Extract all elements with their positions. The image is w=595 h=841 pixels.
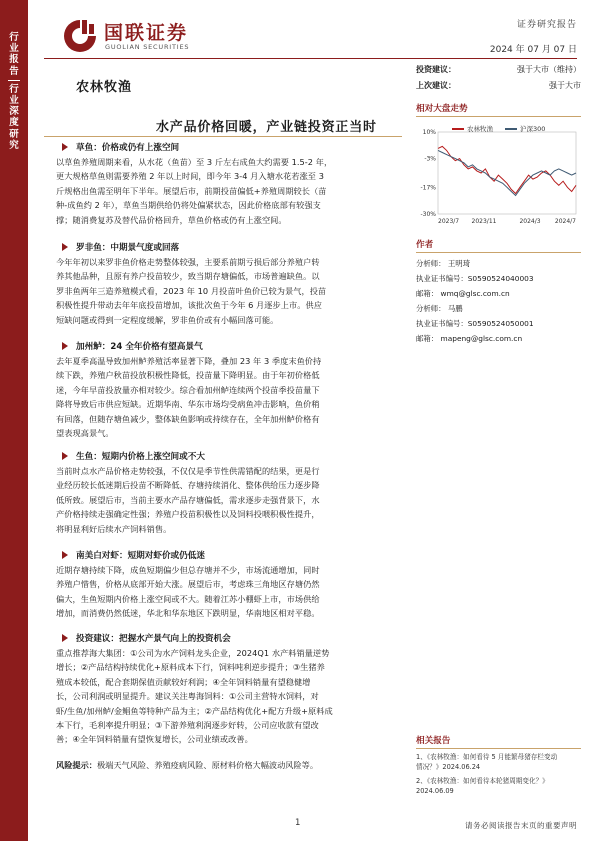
paragraph-line: 罗非鱼两年三造养殖模式看，2023 年 10 月投苗叶鱼价已较为景气，投苗 [56, 285, 327, 296]
paragraph-line: 迷，今年早苗投放量亦相对较少。综合看加州鲈连续两个投苗季投苗量下 [56, 384, 320, 395]
section-heading [56, 240, 179, 254]
chart-svg [416, 120, 581, 228]
side-category-label [4, 32, 24, 151]
relative-performance-chart [416, 120, 581, 228]
section-heading [56, 140, 179, 154]
section-heading-text: 罗非鱼：中期景气度或回落 [76, 243, 180, 253]
page-number: 1 [295, 818, 301, 828]
report-title: 水产品价格回暖，产业链投资正当时 [156, 120, 377, 135]
y-tick-label: -17% [420, 184, 436, 192]
risk-warning [56, 758, 318, 772]
author-divider [416, 252, 581, 253]
section-heading [56, 548, 205, 562]
section-heading-text: 投资建议：把握水产景气向上的投资机会 [76, 634, 231, 644]
paragraph-line: 当前时点水产品价格走势较强，不仅仅是季节性供需错配的结果，更是行 [56, 466, 320, 476]
paragraph-line: 积极性提升带动去年年底投苗增加，该批次鱼于今年 6 月逐步上市。供应 [56, 300, 322, 311]
chart-title: 相对大盘走势 [416, 104, 468, 114]
section-heading-text: 加州鲈：24 全年价格有望高景气 [76, 342, 203, 352]
related-report-line: 2、《农林牧渔：如何看待本轮猪周期变化？》 [416, 777, 549, 785]
previous-rating [416, 80, 581, 91]
x-tick-label: 2023/11 [471, 218, 497, 225]
rating-value: 强于大市（维持） [517, 65, 581, 74]
x-tick-label: 2023/7 [438, 218, 460, 225]
paragraph-line: 业经历较长低迷期后投苗不断降低、存塘持续消化、整体供给压力逐步降 [56, 480, 320, 491]
analyst-email[interactable]: 邮箱： wmq@glsc.com.cn [416, 289, 510, 298]
paragraph-line: 低所致。展望后市，当前主要水产品存塘偏低，需求逐步走强背景下，水 [56, 494, 320, 505]
section-heading-text: 南美白对虾：短期对虾价或仍低迷 [76, 551, 205, 561]
analyst-name: 分析师： 马鹏 [416, 304, 463, 313]
side-char: 业 [9, 95, 19, 107]
side-char: 度 [9, 117, 19, 129]
legend-label: 沪深300 [520, 125, 546, 133]
chart-title-divider [416, 116, 581, 117]
side-char: 报 [9, 54, 19, 66]
paragraph-line: 养殖户惜售，价格从底部开始大涨。展望后市，考虑珠三角地区存塘仍然 [56, 579, 320, 590]
logo-name-en: GUOLIAN SECURITIES [105, 43, 190, 51]
section-heading-text: 生鱼：短期内价格上涨空间或不大 [76, 452, 205, 462]
paragraph-line: 产价格持续走强确定性强；养殖户投苗积极性以及饲料投喂积极性提升， [56, 509, 320, 520]
header-divider [44, 58, 577, 59]
logo-name-cn: 国联证券 [104, 22, 189, 44]
paragraph-line: 短缺问题或得到一定程度缓解，罗非鱼价或有小幅回落可能。 [56, 314, 279, 325]
paragraph-line: 增加，而消费仍然低迷，华北和华东地区下跌明显，华南地区相对平稳。 [56, 608, 320, 619]
rating-value: 强于大市 [549, 81, 581, 90]
legend-item [452, 124, 493, 133]
paragraph-line: 将明显利好后续水产饲料销售。 [56, 523, 172, 534]
paragraph-line: 望表现高景气。 [56, 428, 114, 439]
section-heading-text: 草鱼：价格或仍有上涨空间 [76, 143, 180, 153]
section-paragraph [56, 255, 396, 327]
side-divider [8, 80, 20, 81]
y-tick-label: 10% [422, 129, 436, 136]
report-date: 2024 年 07 月 07 日 [489, 45, 577, 55]
side-char: 深 [9, 106, 19, 118]
paragraph-line: 本下行，毛利率提升明显；③下游养殖利润逐步好转，公司应收款有望改 [56, 720, 319, 731]
related-report-line: 情况？》2024.06.24 [416, 763, 481, 772]
related-report-link[interactable] [416, 752, 581, 772]
analyst-certificate: 执业证书编号：S0590524040003 [416, 274, 534, 283]
paragraph-line: 撑；随消费复苏及替代品价格回升，草鱼价格或仍有上涨空间。 [56, 214, 287, 225]
side-char: 业 [9, 43, 19, 55]
y-tick-label: -30% [420, 211, 436, 218]
legend-swatch [505, 128, 517, 130]
side-char: 研 [9, 128, 19, 140]
paragraph-line: 种-成鱼约 2 年），草鱼当期供给仍将处偏紧状态，因此价格底部有较强支 [56, 200, 321, 211]
section-paragraph [56, 155, 396, 227]
analyst-name: 分析师： 王明琦 [416, 259, 471, 268]
section-paragraph [56, 354, 396, 440]
plot-frame [438, 132, 576, 214]
section-arrow-icon [62, 243, 68, 251]
paragraph-line: 去年夏季高温导致加州鲈养殖活率显著下降，叠加 23 年 3 季度末鱼价持 [56, 356, 322, 366]
paragraph-line: 更大规格草鱼则需要养殖 2 年以上时间，即今年 3-4 月入塘水花若涨至 3 [56, 171, 324, 182]
section-arrow-icon [62, 143, 68, 151]
section-arrow-icon [62, 634, 68, 642]
analyst-certificate: 执业证书编号：S0590524050001 [416, 319, 534, 328]
industry-name: 农林牧渔 [76, 80, 133, 95]
paragraph-line: 斤规格出鱼需至明年下半年。展望后市，前期投苗偏低+养殖周期较长（苗 [56, 185, 327, 196]
side-category-band [0, 0, 28, 841]
paragraph-line: 今年年初以来罗非鱼价格走势整体较强，主要系前期亏损后部分养殖户转 [56, 257, 320, 267]
related-reports-title: 相关报告 [416, 736, 451, 746]
investment-rating [416, 64, 581, 75]
paragraph-line: 增长；②产品结构持续优化+原料成本下行，饲料吨利逆步提升；③生猪养 [56, 662, 325, 673]
related-report-line: 1、《农林牧渔：如何看待 5 月能繁母猪存栏变动 [416, 753, 558, 761]
paragraph-line: 虾/生鱼/加州鲈/金鲳鱼等特种产品为主；②产品结构优化+配方升级+原料成 [56, 705, 333, 716]
section-paragraph [56, 563, 396, 621]
title-divider [44, 136, 402, 137]
side-char: 行 [9, 32, 19, 43]
paragraph-line: 长，公司利润或明显提升。建议关注粤海饲料：①公司主营特水饲料，对 [56, 691, 319, 702]
paragraph-line: 有回落，但随存塘鱼减少，整体缺鱼影响或持续存在，全年加州鲈价格有 [56, 413, 320, 424]
legend-swatch [452, 128, 464, 130]
section-paragraph [56, 646, 396, 747]
paragraph-line: 降将导致后市供应短缺。近期华南、华东市场均受病鱼冲击影响，鱼价稍 [56, 399, 320, 410]
legend-label: 农林牧渔 [467, 125, 493, 133]
paragraph-line: 善；④全年饲料销量有望恢复增长，公司业绩或改善。 [56, 734, 253, 745]
related-divider [416, 748, 581, 749]
section-paragraph [56, 464, 396, 536]
related-report-link[interactable] [416, 776, 581, 796]
section-heading [56, 449, 205, 463]
section-arrow-icon [62, 452, 68, 460]
risk-label: 风险提示： [56, 760, 97, 770]
x-tick-label: 2024/7 [554, 218, 576, 225]
analyst-email[interactable]: 邮箱： mapeng@glsc.com.cn [416, 334, 523, 343]
paragraph-line: 近期存塘持续下降，成鱼短期偏少但总存塘并不少，市场流通增加，同时 [56, 565, 320, 575]
x-tick-label: 2024/3 [519, 218, 541, 225]
side-char: 究 [9, 139, 19, 151]
side-char: 告 [9, 65, 19, 77]
legend-item [505, 124, 545, 133]
author-section-title: 作者 [416, 240, 434, 250]
side-char: 行 [9, 83, 19, 95]
disclaimer-note: 请务必阅读报告末页的重要声明 [465, 821, 577, 830]
logo-emblem-icon [60, 18, 100, 54]
section-heading [56, 631, 231, 645]
company-logo [60, 14, 220, 54]
paragraph-line: 偏大，生鱼短期内价格上涨空间或不大。随着江苏小棚虾上市，市场供给 [56, 593, 320, 604]
section-heading [56, 339, 203, 353]
section-arrow-icon [62, 342, 68, 350]
paragraph-line: 续下跌，养殖户秋苗投放积极性降低，投苗量下降明显。由于年初价格低 [56, 370, 320, 381]
section-arrow-icon [62, 551, 68, 559]
document-type: 证券研究报告 [516, 20, 577, 30]
paragraph-line: 以草鱼养殖周期来看，从水花（鱼苗）至 3 斤左右成鱼大约需要 1.5-2 年， [56, 157, 333, 167]
chart-legend [452, 124, 545, 133]
paragraph-line: 重点推荐海大集团：①公司为水产饲料龙头企业，2024Q1 水产料销量逆势 [56, 648, 330, 658]
related-report-line: 2024.06.09 [416, 787, 454, 796]
y-tick-label: -3% [424, 155, 436, 163]
rating-label: 投资建议： [416, 65, 456, 74]
risk-text: 极端天气风险、养殖疫病风险、原材料价格大幅波动风险等。 [96, 760, 319, 770]
series-line-2 [438, 150, 576, 195]
rating-label: 上次建议： [416, 81, 456, 90]
paragraph-line: 殖成本较低，配合套期保值贡献较好利润；④全年饲料销量有望稳健增 [56, 676, 311, 687]
paragraph-line: 养其他品种，且原有养户投苗较少，致当期存塘偏低，市场普遍缺鱼。以 [56, 271, 320, 282]
